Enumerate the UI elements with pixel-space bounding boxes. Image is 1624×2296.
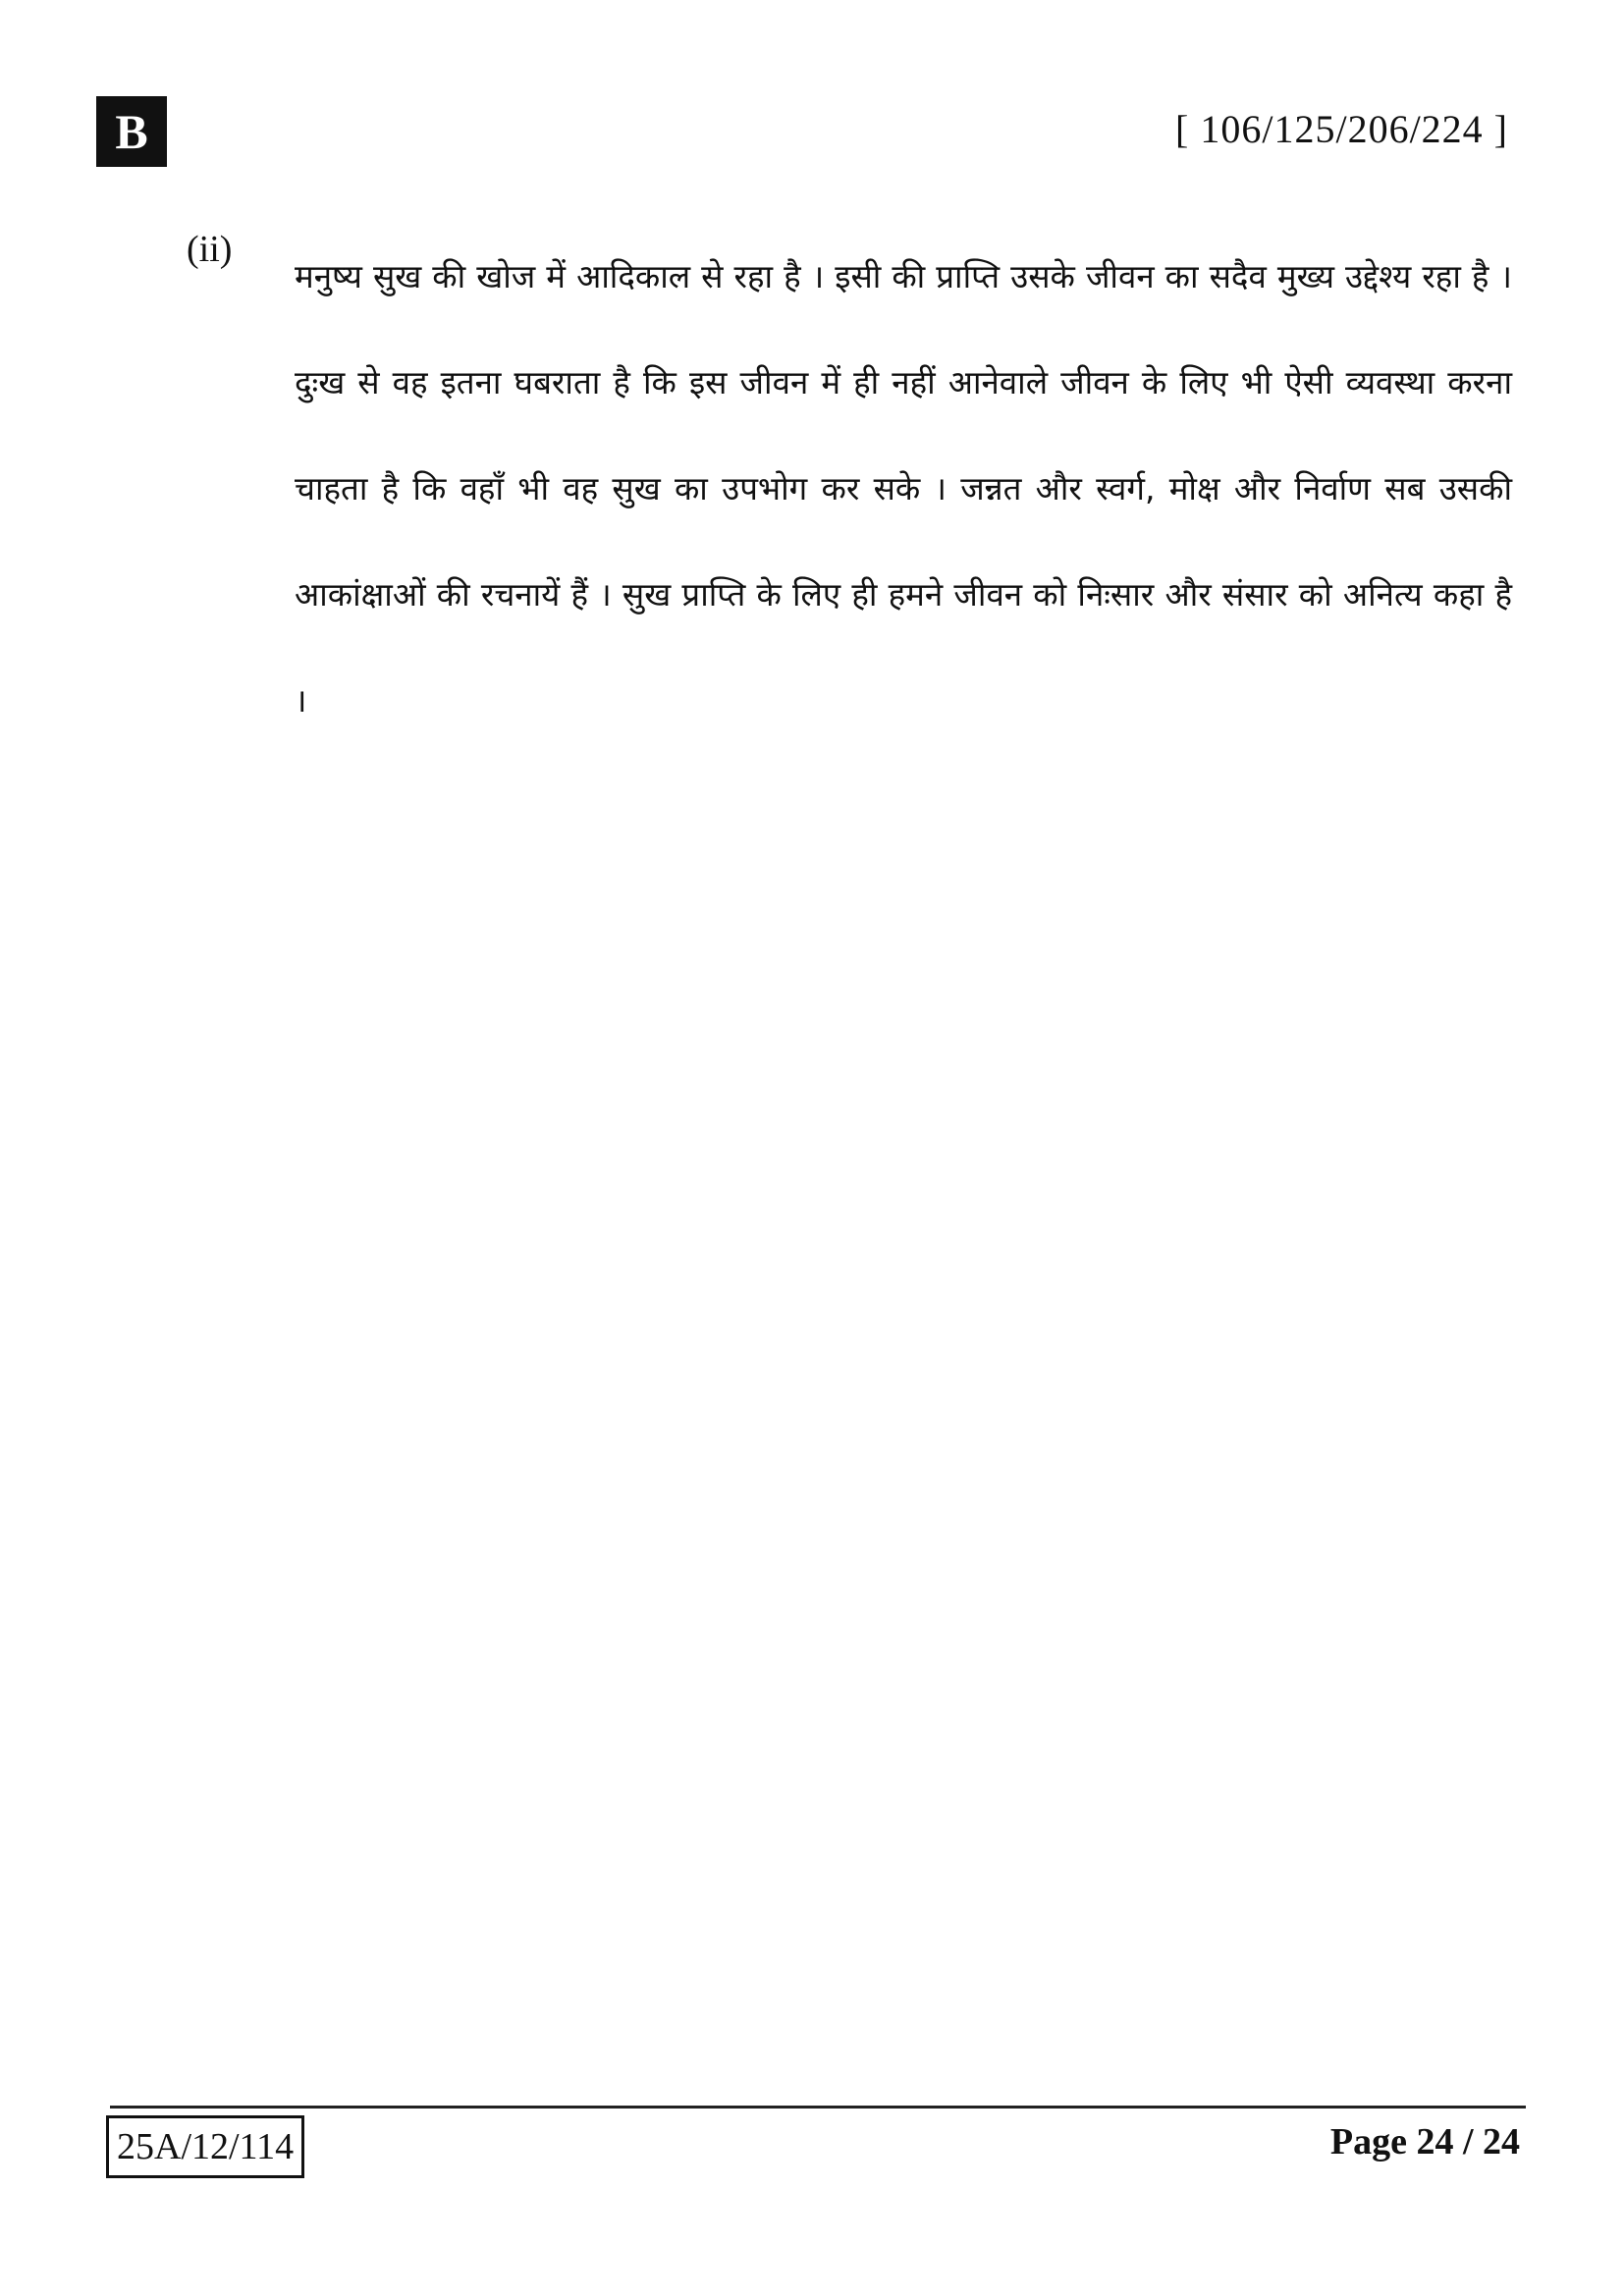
paper-code-header: [ 106/125/206/224 ] [1175,107,1508,151]
question-label: (ii) [187,229,233,270]
question-passage: मनुष्य सुख की खोज में आदिकाल से रहा है । इसी की प्राप्ति उसके जीवन का सदैव मुख्य उद्देश्य रहा है । दुःख से वह इतना घबराता है कि इस जीवन में ही नहीं आनेवाले जीवन के लिए भी ऐसी व्यवस्था करना चाहता है कि वहाँ भी वह सुख का उपभोग कर सके । जन्नत और स्वर्ग, मोक्ष और निर्वाण सब उसकी आकांक्षाओं की रचनायें हैं । सुख प्राप्ति के लिए ही हमने जीवन को निःसार और संसार को अनित्य कहा है । [295,257,1512,720]
footer-divider [110,2106,1526,2109]
booklet-code-box: 25A/12/114 [106,2115,304,2178]
booklet-series-badge: B [96,96,167,167]
page-number: Page 24 / 24 [1329,2121,1520,2163]
